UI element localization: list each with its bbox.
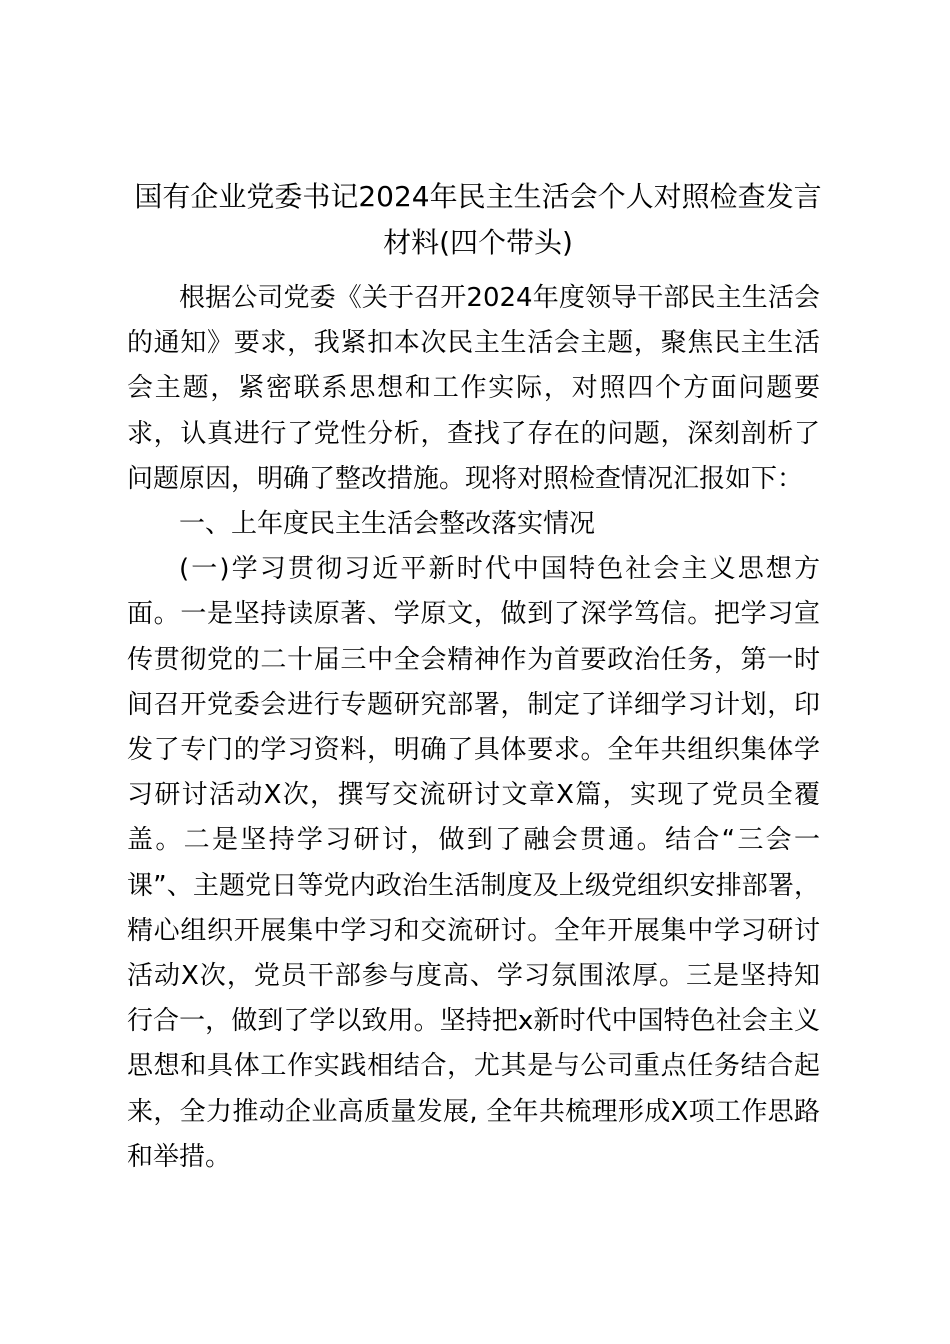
document-title: 国有企业党委书记2024年民主生活会个人对照检查发言材料(四个带头) (134, 180, 822, 259)
intro-paragraph: 根据公司党委《关于召开2024年度领导干部民主生活会的通知》要求，我紧扣本次民主生活会主题，聚焦民主生活会主题，紧密联系思想和工作实际，对照四个方面问题要求，认真进行了党性分析，查找了存在的问题，深刻剖析了问题原因，明确了整改措施。现将对照检查情况汇报如下： (127, 283, 820, 494)
document-body (127, 276, 820, 1180)
section-heading: 一、上年度民主生活会整改落实情况 (179, 509, 596, 540)
body-paragraph: (一)学习贯彻习近平新时代中国特色社会主义思想方面。一是坚持读原著、学原文，做到了深学笃信。把学习宣传贯彻党的二十届三中全会精神作为首要政治任务，第一时间召开党委会进行专题研究部署，制定了详细学习计划，印发了专门的学习资料，明确了具体要求。全年共组织集体学习研讨活动X次，撰写交流研讨文章X篇，实现了党员全覆盖。二是坚持学习研讨，做到了融会贯通。结合“三会一课”、主题党日等党内政治生活制度及上级党组织安排部署，精心组织开展集中学习和交流研讨。全年开展集中学习研讨活动X次，党员干部参与度高、学习氛围浓厚。三是坚持知行合一，做到了学以致用。坚持把x新时代中国特色社会主义思想和具体工作实践相结合，尤其是与公司重点任务结合起来，全力推动企业高质量发展, 全年共梳理形成X项工作思路和举措。 (127, 554, 820, 1172)
